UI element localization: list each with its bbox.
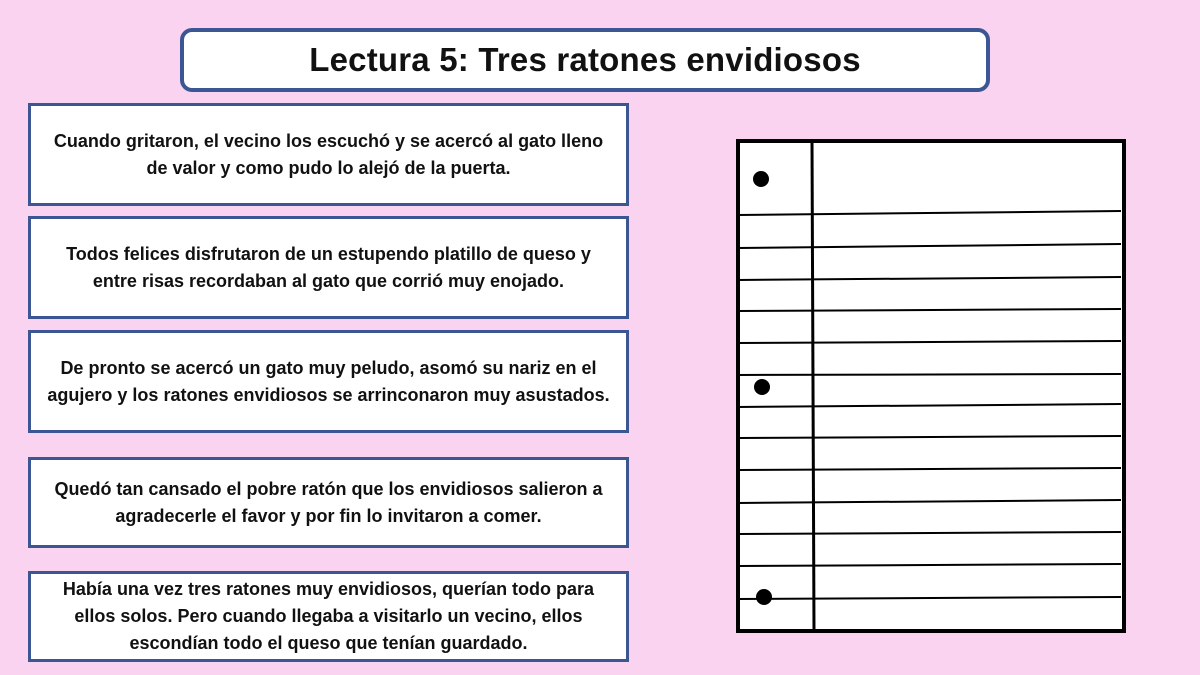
story-card-5[interactable] xyxy=(28,571,629,662)
story-card-2-text: Todos felices disfrutaron de un estupendo platillo de queso y entre risas recordaban al gato que corrió muy enojado. xyxy=(66,243,591,291)
story-card-3[interactable] xyxy=(28,330,629,433)
story-card-4[interactable] xyxy=(28,457,629,548)
story-card-5-text: Había una vez tres ratones muy envidiosos, querían todo para ellos solos. Pero cuando llegaba a visitarlo un vecino, ellos escondían todo el queso que tenían guardado. xyxy=(62,579,595,653)
story-card-1[interactable] xyxy=(28,103,629,206)
story-card-1-text: Cuando gritaron, el vecino los escuchó y se acercó al gato lleno de valor y como pudo lo alejó de la puerta. xyxy=(53,130,604,178)
story-card-3-text: De pronto se acercó un gato muy peludo, asomó su nariz en el agujero y los ratones envidiosos se arrinconaron muy asustados. xyxy=(47,357,610,405)
story-card-4-text: Quedó tan cansado el pobre ratón que los envidiosos salieron a agradecerle el favor y por fin lo invitaron a comer. xyxy=(54,478,603,526)
binder-hole-icon xyxy=(754,379,770,395)
lined-notebook-paper-icon xyxy=(735,138,1127,635)
story-card-2[interactable] xyxy=(28,216,629,319)
binder-hole-icon xyxy=(753,171,769,187)
binder-hole-icon xyxy=(756,589,772,605)
slide-title: Lectura 5: Tres ratones envidiosos xyxy=(309,41,861,78)
title-box xyxy=(180,28,990,92)
notebook-margin-line xyxy=(812,141,814,631)
ruled-line xyxy=(738,374,1121,375)
